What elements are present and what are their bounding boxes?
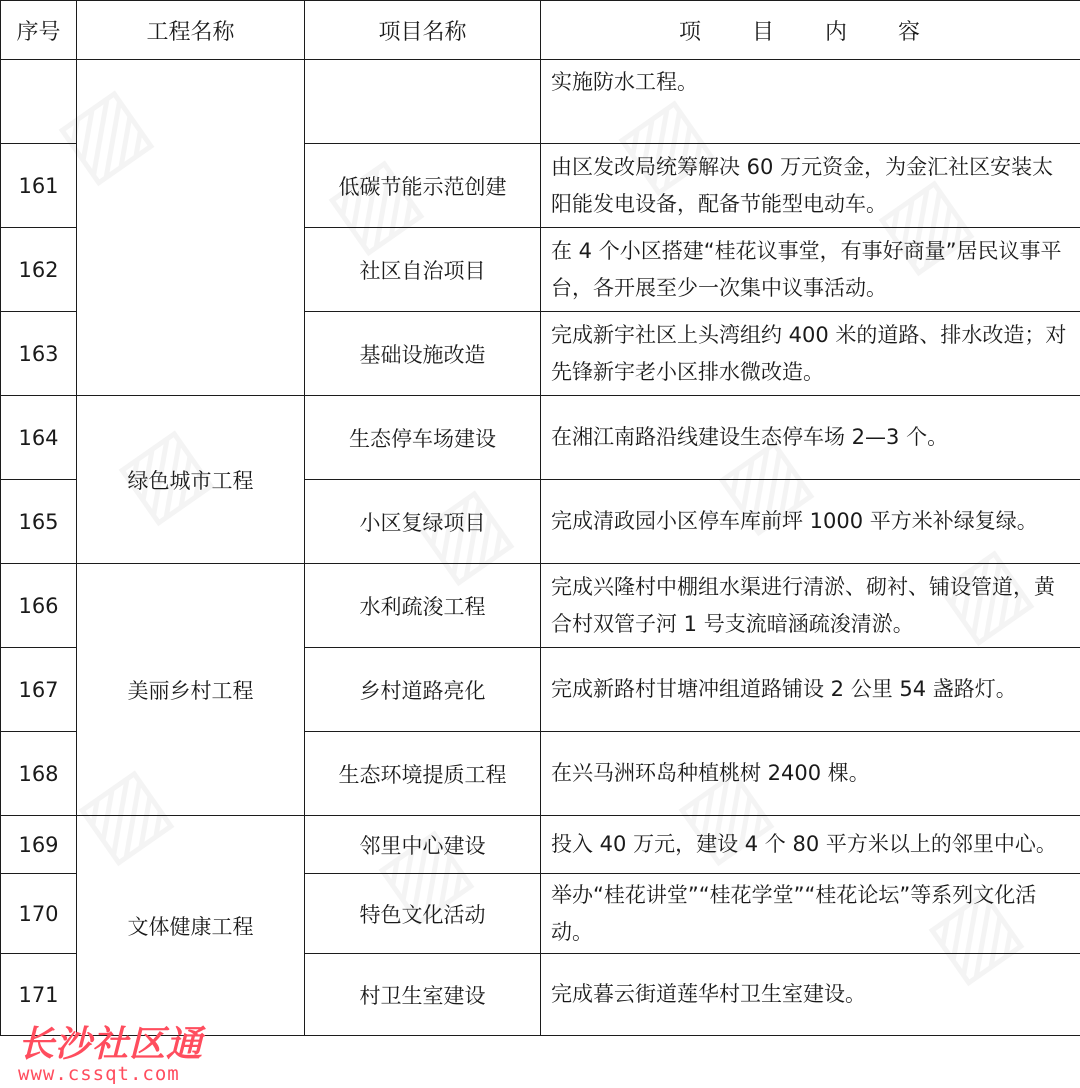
project-name <box>305 60 541 144</box>
row-number <box>1 60 77 144</box>
project-content: 在兴马洲环岛种植桃树 2400 棵。 <box>541 732 1080 816</box>
project-content: 举办“桂花讲堂”“桂花学堂”“桂花论坛”等系列文化活动。 <box>541 874 1080 954</box>
header-project-content: 项 目 内 容 <box>541 1 1080 60</box>
project-content: 完成暮云街道莲华村卫生室建设。 <box>541 954 1080 1036</box>
project-content: 在湘江南路沿线建设生态停车场 2—3 个。 <box>541 396 1080 480</box>
row-number: 167 <box>1 648 77 732</box>
project-content: 投入 40 万元，建设 4 个 80 平方米以上的邻里中心。 <box>541 816 1080 874</box>
table-row <box>1 816 1080 874</box>
project-content: 完成兴隆村中棚组水渠进行清淤、砌衬、铺设管道，黄合村双管子河 1 号支流暗涵疏浚清淤。 <box>541 564 1080 648</box>
project-name: 基础设施改造 <box>305 312 541 396</box>
project-name: 生态停车场建设 <box>305 396 541 480</box>
project-name: 生态环境提质工程 <box>305 732 541 816</box>
project-name: 特色文化活动 <box>305 874 541 954</box>
project-name: 社区自治项目 <box>305 228 541 312</box>
project-content: 完成新路村甘塘冲组道路铺设 2 公里 54 盏路灯。 <box>541 648 1080 732</box>
project-name: 小区复绿项目 <box>305 480 541 564</box>
group-cell-continued <box>77 60 305 396</box>
group-name-culture-health: 文体健康工程 <box>77 816 305 1036</box>
site-logo-watermark <box>18 1016 203 1085</box>
header-seq: 序号 <box>1 1 77 60</box>
logo-text: 长沙社区通 <box>18 1024 204 1065</box>
project-name: 邻里中心建设 <box>305 816 541 874</box>
row-number: 171 <box>1 954 77 1036</box>
project-content: 完成新宇社区上头湾组约 400 米的道路、排水改造；对先锋新宇老小区排水微改造。 <box>541 312 1080 396</box>
table-row <box>1 564 1080 648</box>
project-content: 由区发改局统筹解决 60 万元资金，为金汇社区安装太阳能发电设备，配备节能型电动车。 <box>541 144 1080 228</box>
row-number: 164 <box>1 396 77 480</box>
row-number: 168 <box>1 732 77 816</box>
table-row <box>1 396 1080 480</box>
logo-url: www.cssqt.com <box>18 1063 180 1085</box>
header-engineering-name: 工程名称 <box>77 1 305 60</box>
project-name: 乡村道路亮化 <box>305 648 541 732</box>
group-name-beautiful-village: 美丽乡村工程 <box>77 564 305 816</box>
project-content: 完成清政园小区停车库前坪 1000 平方米补绿复绿。 <box>541 480 1080 564</box>
row-number: 169 <box>1 816 77 874</box>
row-number: 165 <box>1 480 77 564</box>
project-content: 实施防水工程。 <box>541 60 1080 144</box>
row-number: 166 <box>1 564 77 648</box>
project-name: 村卫生室建设 <box>305 954 541 1036</box>
row-number: 163 <box>1 312 77 396</box>
project-name: 低碳节能示范创建 <box>305 144 541 228</box>
table-header-row <box>1 1 1080 60</box>
row-number: 162 <box>1 228 77 312</box>
group-name-green-city: 绿色城市工程 <box>77 396 305 564</box>
table-row <box>1 60 1080 144</box>
row-number: 170 <box>1 874 77 954</box>
project-name: 水利疏浚工程 <box>305 564 541 648</box>
row-number: 161 <box>1 144 77 228</box>
header-project-name: 项目名称 <box>305 1 541 60</box>
project-content: 在 4 个小区搭建“桂花议事堂，有事好商量”居民议事平台，各开展至少一次集中议事活动。 <box>541 228 1080 312</box>
